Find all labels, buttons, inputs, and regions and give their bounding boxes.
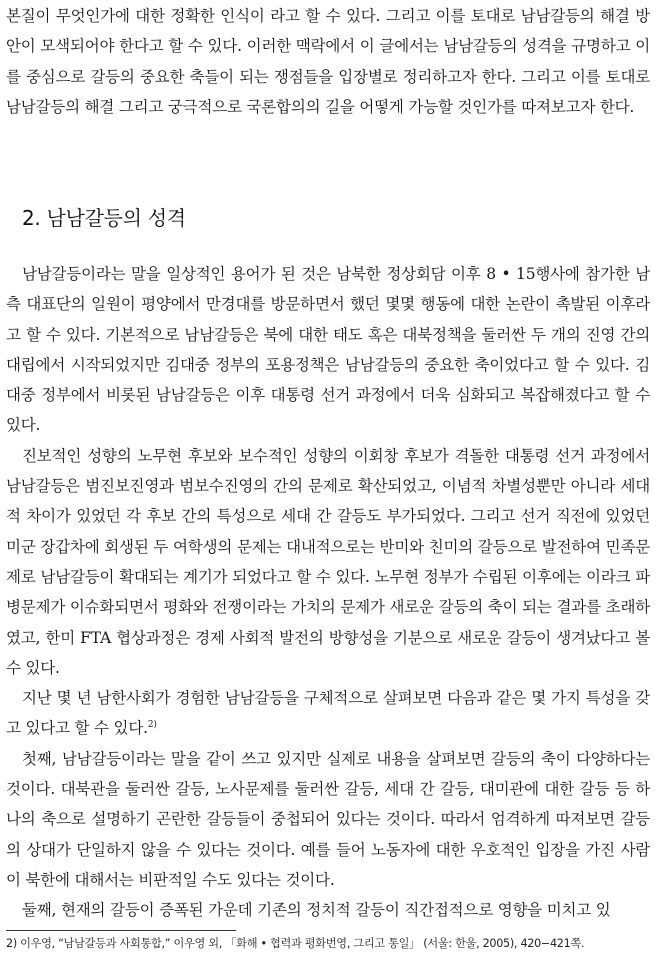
body-paragraph-3: [6, 683, 650, 744]
section-heading: 2. 남남갈등의 성격: [22, 206, 186, 230]
body-paragraph-5: 둘째, 현재의 갈등이 증폭된 가운데 기존의 정치적 갈등이 직간접적으로 영향을 미치고 있: [22, 901, 611, 920]
body-paragraph-1: 남남갈등이라는 말을 일상적인 용어가 된 것은 남북한 정상회담 이후 8 • 15행사에 참가한 남측 대표단의 일원이 평양에서 만경대를 방문하면서 했던 몇몇 행동에 대한 논란이 촉발된 이후라고 할 수 있다. 기본적으로 남남갈등은 북에 대한 태도 혹은 대북정책을 둘러싼 두 개의 진영 간의 대립에서 시작되었지만 김대중 정부의 포용정책은 남남갈등의 중요한 축이었다고 할 수 있다. 김대중 정부에서 비롯된 남남갈등은 이후 대통령 선거 과정에서 더욱 심화되고 복잡해졌다고 할 수 있다.: [6, 265, 650, 435]
intro-text: [6, 1, 650, 122]
body-paragraph-2: 진보적인 성향의 노무현 후보와 보수적인 성향의 이회창 후보가 격돌한 대통령 선거 과정에서 남남갈등은 범진보진영과 범보수진영의 간의 문제로 확산되었고, 이념적 차별성뿐만 아니라 세대적 차이가 있었던 각 후보 간의 특성으로 세대 간 갈등도 부가되었다. 그리고 선거 직전에 있었던 미군 장갑차에 회생된 두 여학생의 문제는 대내적으로는 반미와 친미의 갈등으로 발전하여 민족문제로 남남갈등이 확대되는 계기가 되었다고 할 수 있다. 노무현 정부가 수립된 이후에는 이라크 파병문제가 이슈화되면서 평화와 전쟁이라는 가치의 문제가 새로운 갈등의 축이 되는 결과를 초래하였고, 한미 FTA 협상과정은 경제 사회적 발전의 방향성을 기분으로 새로운 갈등이 생겨났다고 볼 수 있다.: [6, 446, 650, 677]
footnote: 2) 이우영, “남남갈등과 사회통합,” 이우영 외, 「화해 • 협력과 평화번영, 그리고 통일」 (서울: 한울, 2005), 420−421쪽.: [6, 937, 585, 950]
body-paragraph-4: 첫째, 남남갈등이라는 말을 같이 쓰고 있지만 실제로 내용을 살펴보면 갈등의 축이 다양하다는 것이다. 대북관을 둘러싼 갈등, 노사문제를 둘러싼 갈등, 세대 간 갈등, 대미관에 대한 갈등 등 하나의 축으로 설명하기 곤란한 갈등들이 중첩되어 있다는 것이다. 따라서 엄격하게 따져보면 갈등의 상대가 단일하지 않을 수 있다는 것이다. 예를 들어 노동자에 대한 우호적인 입장을 가진 사람이 북한에 대해서는 비판적일 수도 있다는 것이다.: [6, 749, 650, 889]
footnote-reference[interactable]: 2): [147, 720, 157, 731]
intro-paragraph: 본질이 무엇인가에 대한 정확한 인식이 라고 할 수 있다. 그리고 이를 토대로 남남갈등의 해결 방안이 모색되어야 한다고 할 수 있다. 이러한 맥락에서 이 글에서는 남남갈등의 성격을 규명하고 이를 중심으로 갈등의 중요한 축들이 되는 쟁점들을 입장별로 정리하고자 한다. 그리고 이를 토대로 남남갈등의 해결 그리고 궁극적으로 국론합의의 길을 어떻게 가능할 것인가를 따져보고자 한다.: [6, 7, 650, 116]
section-body: [6, 259, 650, 926]
body-paragraph-3-text: 지난 몇 년 남한사회가 경험한 남남갈등을 구체적으로 살펴보면 다음과 같은 몇 가지 특성을 갖고 있다고 할 수 있다.: [6, 689, 650, 738]
footnote-divider: [6, 930, 236, 931]
